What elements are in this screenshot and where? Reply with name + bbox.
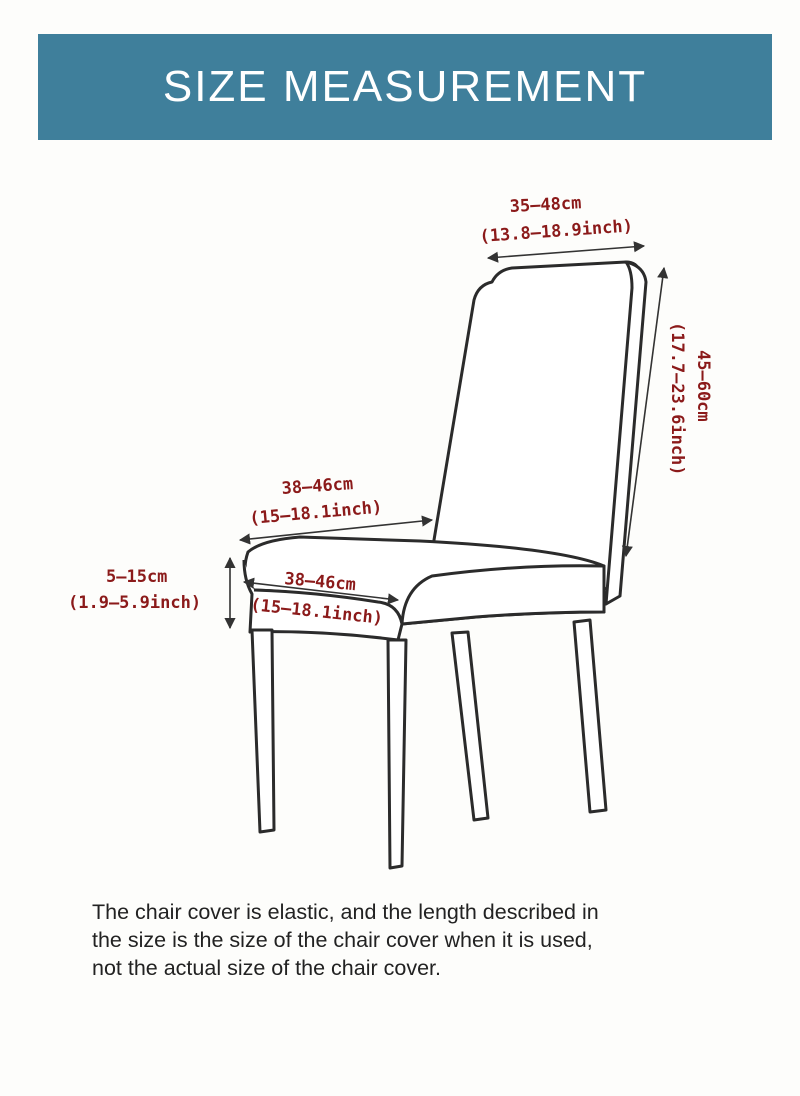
back-width-cm: 35–48cm (509, 193, 582, 217)
note-line-1: The chair cover is elastic, and the length described in (92, 900, 599, 924)
elasticity-note (92, 898, 732, 982)
front-leg-left (252, 630, 274, 832)
back-width-arrow (488, 246, 644, 258)
note-line-2: the size is the size of the chair cover when it is used, (92, 928, 593, 952)
note-line-3: not the actual size of the chair cover. (92, 956, 441, 980)
back-leg-right (574, 620, 606, 812)
skirt-height-inch: (1.9–5.9inch) (68, 593, 202, 613)
seat-width-inch: (15–18.1inch) (249, 595, 384, 629)
chair-outline-icon (244, 262, 646, 868)
back-leg-left (452, 632, 488, 820)
seat-depth-cm: 38–46cm (280, 474, 354, 499)
backrest (432, 262, 640, 590)
seat-depth-inch: (15–18.1inch) (248, 497, 383, 529)
skirt-height-cm: 5–15cm (106, 567, 168, 587)
seat-edge (402, 566, 604, 624)
page-title: SIZE MEASUREMENT (162, 62, 648, 111)
back-height-inch: (17.7–23.6inch) (667, 322, 687, 476)
title-banner (38, 34, 772, 140)
front-leg-right (388, 640, 406, 868)
back-width-inch: (13.8–18.9inch) (478, 216, 634, 247)
back-height-cm: 45–60cm (693, 350, 713, 422)
chair-illustration (0, 140, 800, 880)
seat-width-cm: 38–46cm (283, 569, 357, 596)
